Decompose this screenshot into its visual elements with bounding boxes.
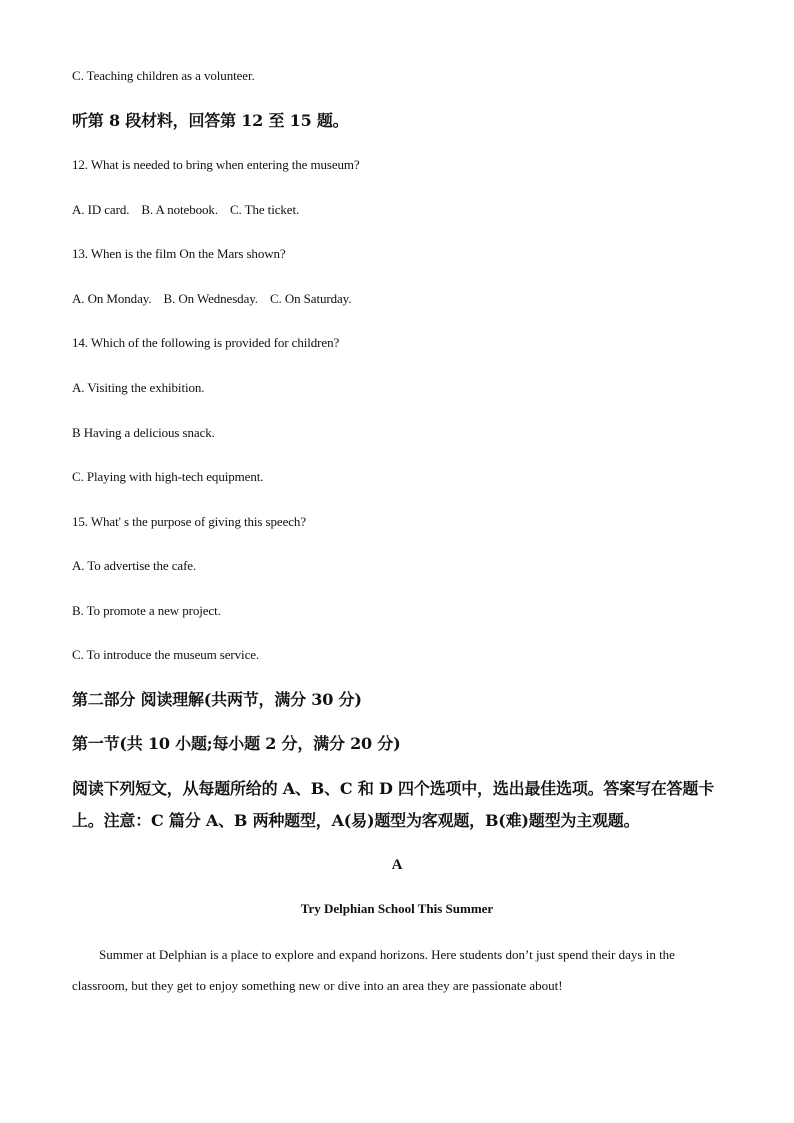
option-15-a: A. To advertise the cafe. <box>72 558 197 573</box>
option-14-a: A. Visiting the exhibition. <box>72 380 205 395</box>
option-12-a: A. ID card. <box>72 202 130 217</box>
option-13-c: C. On Saturday. <box>269 291 352 306</box>
option-12-c: C. The ticket. <box>229 202 300 217</box>
instructions-line-2: 上。注意：C 篇分 A、B 两种题型，A(易)题型为客观题，B(难)题型为主观题。 <box>72 811 640 830</box>
option-14-c: C. Playing with high-tech equipment. <box>72 469 264 484</box>
question-12-options <box>72 202 299 218</box>
instructions-line-1: 阅读下列短文，从每题所给的 A、B、C 和 D 四个选项中，选出最佳选项。答案写在答题卡 <box>72 779 715 798</box>
question-13: 13. When is the film On the Mars shown? <box>72 246 286 261</box>
section-one-heading: 第一节(共 10 小题;每小题 2 分，满分 20 分) <box>72 734 401 753</box>
passage-letter: A <box>391 857 403 873</box>
passage-paragraph: Summer at Delphian is a place to explore and expand horizons. Here students don’t just spend their days in the classroom, but they get to enjoy something new or dive into an area they are passionate about! <box>72 947 675 993</box>
section-heading-material-8: 听第 8 段材料，回答第 12 至 15 题。 <box>72 111 349 130</box>
part-two-heading: 第二部分 阅读理解(共两节，满分 30 分) <box>72 690 362 709</box>
question-14: 14. Which of the following is provided for children? <box>72 335 340 350</box>
option-14-b: B Having a delicious snack. <box>72 425 215 440</box>
question-13-options <box>72 291 351 307</box>
option-15-c: C. To introduce the museum service. <box>72 647 260 662</box>
option-12-b: B. A notebook. <box>141 202 218 217</box>
option-13-b: B. On Wednesday. <box>163 291 258 306</box>
question-12: 12. What is needed to bring when entering the museum? <box>72 157 360 172</box>
option-15-b: B. To promote a new project. <box>72 603 221 618</box>
option-11-c: C. Teaching children as a volunteer. <box>72 68 255 83</box>
passage-title: Try Delphian School This Summer <box>300 901 494 916</box>
question-15: 15. What' s the purpose of giving this speech? <box>72 514 306 529</box>
option-13-a: A. On Monday. <box>72 291 152 306</box>
